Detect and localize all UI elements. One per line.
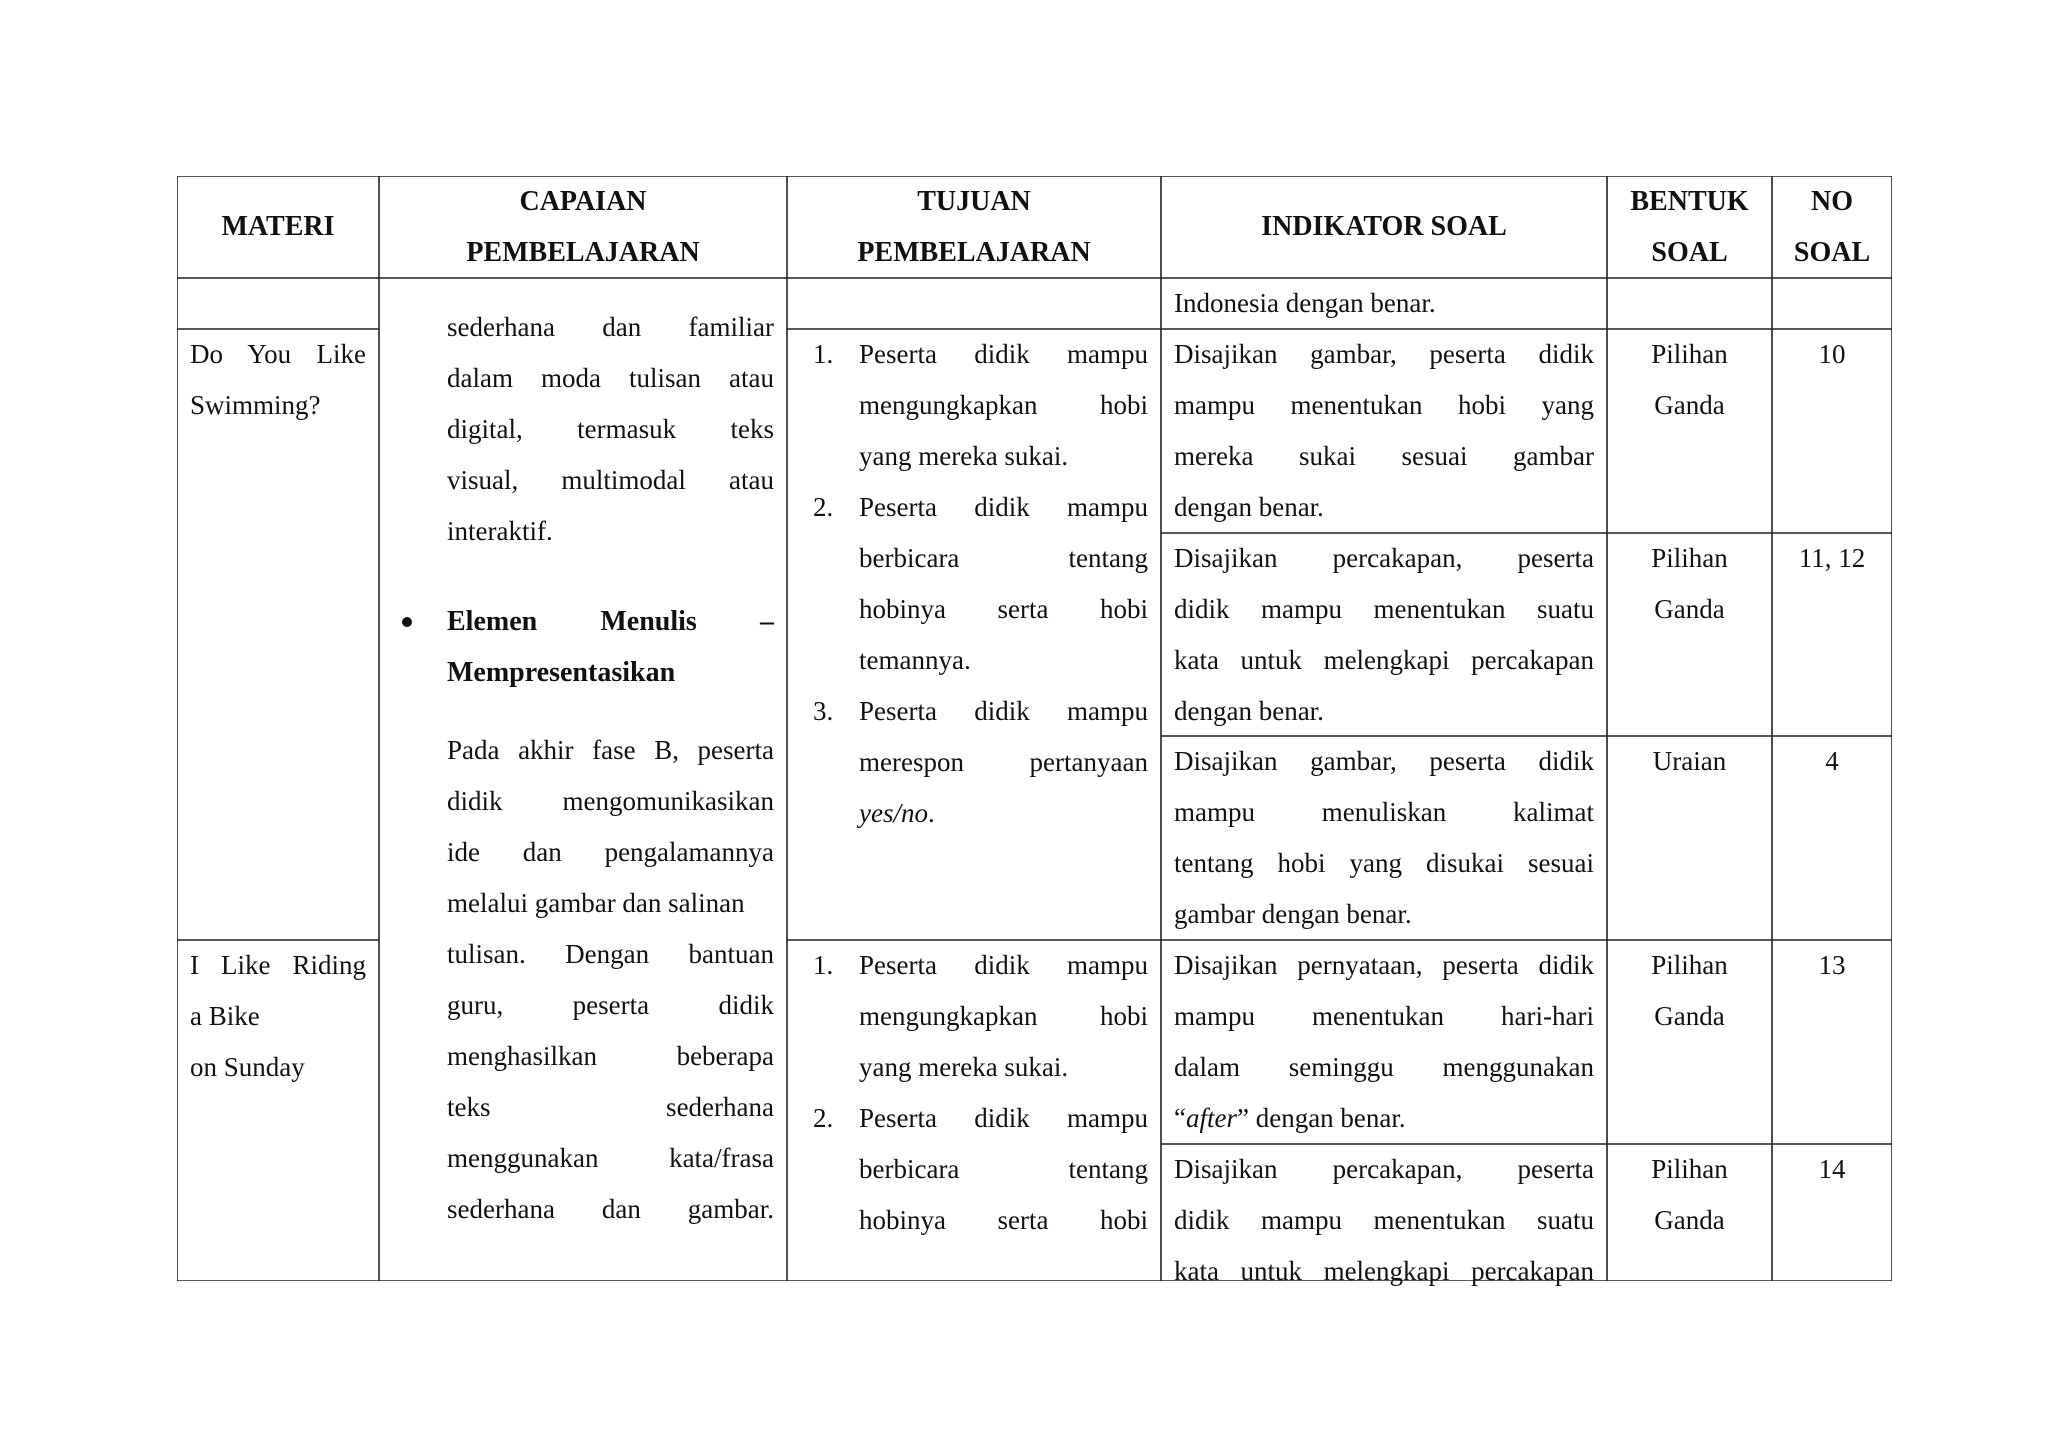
- tujuan-line: hobinya serta hobi: [859, 594, 1148, 624]
- materi-2-line2: a Bike: [190, 1001, 260, 1031]
- tujuan-2-item-1: [813, 940, 1148, 1093]
- header-bentuk-line1: BENTUK: [1630, 186, 1749, 217]
- tujuan-line: temannya.: [859, 645, 971, 675]
- header-tujuan-line1: TUJUAN: [917, 186, 1031, 217]
- bentuk-row-1: [1607, 329, 1772, 431]
- element-title-line1: Elemen Menulis –: [447, 606, 774, 637]
- materi-1-line1: Do You Like: [190, 339, 366, 369]
- tujuan-line: Peserta didik mampu: [859, 339, 1148, 369]
- capaian-b-line: menghasilkan beberapa: [447, 1041, 774, 1071]
- capaian-b-line: ide dan pengalamannya: [447, 837, 774, 867]
- capaian-element-title: [447, 596, 774, 698]
- header-bentuk-line2: SOAL: [1651, 237, 1728, 268]
- no-row-2: 11, 12: [1798, 543, 1866, 573]
- bentuk-line2: Ganda: [1654, 1001, 1725, 1031]
- tujuan-line: Peserta didik mampu: [859, 696, 1148, 726]
- capaian-b-line: melalui gambar dan salinan: [447, 888, 745, 918]
- tujuan-line: mengungkapkan hobi: [859, 390, 1148, 420]
- capaian-b-line: tulisan. Dengan bantuan: [447, 939, 774, 969]
- capaian-b-line: didik mengomunikasikan: [447, 786, 774, 816]
- indikator-row-1: [1174, 329, 1594, 533]
- bentuk-line1: Pilihan: [1651, 543, 1728, 573]
- no-row-3: 4: [1825, 746, 1839, 776]
- indikator-line: kata untuk melengkapi percakapan: [1174, 645, 1594, 675]
- tujuan-line: berbicara tentang: [859, 543, 1148, 573]
- indikator-line: Disajikan pernyataan, peserta didik: [1174, 950, 1594, 980]
- indikator-line: dalam seminggu menggunakan: [1174, 1052, 1594, 1082]
- element-title-line2: Mempresentasikan: [447, 657, 676, 688]
- materi-cell-1: [190, 329, 366, 431]
- indikator-row-4: [1174, 940, 1594, 1144]
- materi-1-line2: Swimming?: [190, 390, 321, 420]
- tujuan-line: berbicara tentang: [859, 1154, 1148, 1184]
- bentuk-line1: Uraian: [1652, 746, 1727, 776]
- bentuk-row-2: [1607, 533, 1772, 635]
- indikator-line: Disajikan percakapan, peserta: [1174, 1154, 1594, 1184]
- indikator-line: kata untuk melengkapi percakapan: [1174, 1256, 1594, 1286]
- indikator-line: Disajikan gambar, peserta didik: [1174, 339, 1594, 369]
- continued-indikator: Indonesia dengan benar.: [1174, 288, 1436, 318]
- yes-no-italic: yes/no: [859, 798, 928, 828]
- bentuk-row-5: [1607, 1144, 1772, 1246]
- capaian-b-line: sederhana dan gambar.: [447, 1194, 774, 1224]
- capaian-a-line: dalam moda tulisan atau: [447, 363, 774, 393]
- capaian-b-line: menggunakan kata/frasa: [447, 1143, 774, 1173]
- after-italic: after: [1185, 1103, 1237, 1133]
- tujuan-line: Peserta didik mampu: [859, 492, 1148, 522]
- bentuk-line2: Ganda: [1654, 594, 1725, 624]
- header-capaian-line1: CAPAIAN: [519, 186, 647, 217]
- capaian-paragraph-b: [447, 725, 774, 1235]
- tujuan-line: hobinya serta hobi: [859, 1205, 1148, 1235]
- quote-rest: ” dengan benar.: [1236, 1103, 1406, 1133]
- tujuan-1-item-2: [813, 482, 1148, 686]
- header-bentuk: [1607, 176, 1772, 278]
- item-number: 3.: [813, 696, 834, 726]
- bullet-icon: [402, 617, 412, 627]
- item-number: 1.: [813, 339, 834, 369]
- indikator-line: mereka sukai sesuai gambar: [1174, 441, 1594, 471]
- period: .: [927, 798, 935, 828]
- capaian-paragraph-a: [447, 302, 774, 557]
- no-row-1: 10: [1818, 339, 1846, 369]
- header-no-line2: SOAL: [1793, 237, 1871, 268]
- header-no-line1: NO: [1811, 186, 1853, 217]
- indikator-row-5: [1174, 1144, 1594, 1297]
- tujuan-line: mengungkapkan hobi: [859, 1001, 1148, 1031]
- capaian-a-line: sederhana dan familiar: [447, 312, 774, 342]
- materi-2-line1: I Like Riding: [190, 950, 366, 980]
- no-row-4: 13: [1818, 950, 1846, 980]
- tujuan-1-item-3: [813, 686, 1148, 839]
- bentuk-row-4: [1607, 940, 1772, 1042]
- item-number: 1.: [813, 950, 834, 980]
- indikator-line: mampu menentukan hari-hari: [1174, 1001, 1594, 1031]
- indikator-line: mampu menuliskan kalimat: [1174, 797, 1594, 827]
- open-quote: “: [1174, 1103, 1186, 1133]
- bentuk-row-3: [1607, 736, 1772, 787]
- indikator-line: didik mampu menentukan suatu: [1174, 1205, 1594, 1235]
- header-indikator: INDIKATOR SOAL: [1261, 211, 1507, 242]
- capaian-a-line: visual, multimodal atau: [447, 465, 774, 495]
- header-tujuan-line2: PEMBELAJARAN: [857, 237, 1091, 268]
- capaian-a-line: interaktif.: [447, 516, 553, 546]
- indikator-row-3: [1174, 736, 1594, 940]
- tujuan-line: Peserta didik mampu: [859, 950, 1148, 980]
- materi-2-line3: on Sunday: [190, 1052, 305, 1082]
- bentuk-line2: Ganda: [1654, 390, 1725, 420]
- tujuan-line: yang mereka sukai.: [859, 1052, 1069, 1082]
- indikator-line: dengan benar.: [1174, 492, 1324, 522]
- no-row-5: 14: [1818, 1154, 1846, 1184]
- capaian-b-line: teks sederhana: [447, 1092, 774, 1122]
- tujuan-line: yang mereka sukai.: [859, 441, 1069, 471]
- materi-cell-2: [190, 940, 366, 1093]
- indikator-line-after: [1174, 1093, 1594, 1144]
- bentuk-line1: Pilihan: [1651, 950, 1728, 980]
- bentuk-line1: Pilihan: [1651, 1154, 1728, 1184]
- indikator-line: didik mampu menentukan suatu: [1174, 594, 1594, 624]
- indikator-line: gambar dengan benar.: [1174, 899, 1412, 929]
- tujuan-line: Peserta didik mampu: [859, 1103, 1148, 1133]
- header-materi: MATERI: [221, 211, 335, 242]
- tujuan-1-item-1: [813, 329, 1148, 482]
- indikator-row-2: [1174, 533, 1594, 737]
- tujuan-2-item-2: [813, 1093, 1148, 1246]
- bentuk-line2: Ganda: [1654, 1205, 1725, 1235]
- indikator-line: Disajikan percakapan, peserta: [1174, 543, 1594, 573]
- item-number: 2.: [813, 1103, 834, 1133]
- assessment-grid-table: [177, 176, 1892, 1286]
- header-capaian-line2: PEMBELAJARAN: [466, 237, 700, 268]
- indikator-line: dengan benar.: [1174, 696, 1324, 726]
- tujuan-list-1: [813, 329, 1148, 839]
- header-capaian: [379, 176, 787, 278]
- indikator-line: Disajikan gambar, peserta didik: [1174, 746, 1594, 776]
- bentuk-line1: Pilihan: [1651, 339, 1728, 369]
- capaian-b-line: Pada akhir fase B, peserta: [447, 735, 774, 765]
- header-no: [1772, 176, 1892, 278]
- indikator-line: mampu menentukan hobi yang: [1174, 390, 1594, 420]
- capaian-b-line: guru, peserta didik: [447, 990, 774, 1020]
- tujuan-list-2: [813, 940, 1148, 1246]
- header-tujuan: [787, 176, 1161, 278]
- capaian-a-line: digital, termasuk teks: [447, 414, 774, 444]
- tujuan-line-yesno: [859, 788, 1148, 839]
- item-number: 2.: [813, 492, 834, 522]
- tujuan-line: merespon pertanyaan: [859, 747, 1148, 777]
- indikator-line: tentang hobi yang disukai sesuai: [1174, 848, 1594, 878]
